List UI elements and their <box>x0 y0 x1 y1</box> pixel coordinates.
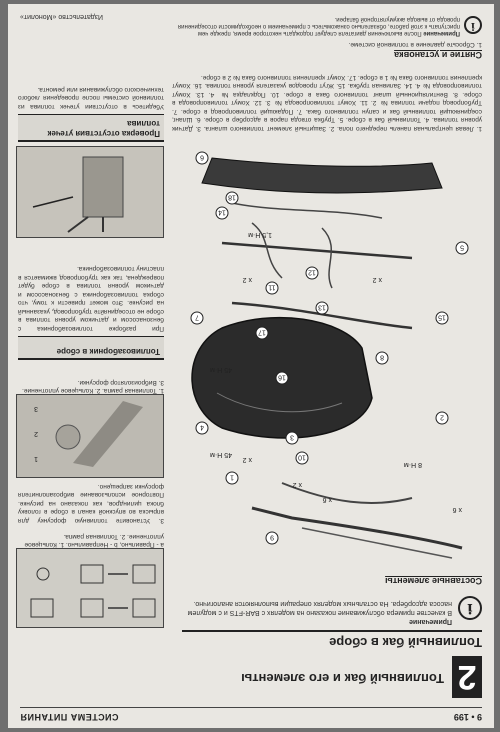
torque-label: 45 Н·м <box>210 451 232 458</box>
note-bottom-label: Примечание <box>423 30 460 36</box>
tank-strap-2 <box>222 243 412 258</box>
chapter-number: 2 <box>452 656 482 698</box>
callout-14 <box>216 207 228 219</box>
heading-fuel-pickup-assembly: Топливозаборник в сборе <box>18 336 164 360</box>
info-icon: i <box>464 16 482 34</box>
callout-16 <box>276 372 288 384</box>
callout-13 <box>316 302 328 314</box>
callout-8 <box>376 352 388 364</box>
callout-6 <box>196 152 208 164</box>
components-heading: Составные элементы <box>385 576 482 586</box>
sidebar-column <box>16 28 164 628</box>
components-legend: 1. Левая центральная панель переднего пола. 2. Защитный элемент топливного шланга. 3. Датчик уровня топлива. 4. Топливный бак в сборе. 5. Трубка отвода паров в адсорбер в сборе. 6. Шланг, соединяющий топливный бак и сапун топливного бака. 7. Подающий топливопровод в сборе. 7. Трубопровод подачи топлива № 2. 11. Хомут топливопровода № 3. 12. Хомут топливопровода в сборе. 8. Вентиляционный шланг топливного бака в сборе. 10. Подкладка № 4. 13. Хомут топливопровода № 4. 14. Заливная трубка. 15. Жгут проводов указателя уровня топлива. 16. Хомут крепления топливного бака № 1 в сборе. 17. Хомут крепления топливного бака № 2 в сборе. <box>172 74 482 132</box>
figure-fuel-pump-photo <box>16 146 164 238</box>
chapter-heading <box>182 652 482 698</box>
subsection-title: Топливный бак в сборе <box>182 630 482 650</box>
svg-text:5: 5 <box>460 243 464 251</box>
fuel-pickup-text: При разборке топливозаборника с бензонасосом и датчиком уровня топлива в сборе не отсоединяйте трубопровод, указанный на рисунке. Это может привести к тому, что сборка топливозаборника с бензонасосом и датчиком уровня топлива в сборе будет повреждена, так как трубопровод вжимается в пластину топливозаборника. <box>18 265 164 332</box>
svg-text:14: 14 <box>218 208 226 216</box>
svg-text:12: 12 <box>308 268 316 276</box>
torque-label: 8 Н·м <box>403 461 422 468</box>
svg-text:18: 18 <box>228 193 236 201</box>
figure-injector-photo <box>16 394 164 478</box>
note-top-text: В качестве примера обслуживание показано на моделях с BAR-FTS и с модулем насоса адсорбера. На остальных моделях операции выполняются аналогично. <box>187 600 452 616</box>
torque-label: 45 Н·м <box>210 366 232 373</box>
svg-text:9: 9 <box>270 533 274 541</box>
running-header <box>20 707 482 722</box>
figure-oring-caption: а - Правильно, b - Неправильно. 1. Кольцевое уплотнение. 2. Топливная рампа. <box>24 533 164 548</box>
callout-10 <box>296 452 308 464</box>
svg-text:17: 17 <box>258 328 266 336</box>
torque-label: x 2 <box>242 456 252 463</box>
note-top-label: Примечание <box>409 618 452 625</box>
torque-label: x 6 <box>452 506 462 513</box>
callout-3 <box>286 432 298 444</box>
callout-4 <box>196 422 208 434</box>
callout-18 <box>226 192 238 204</box>
callout-11 <box>266 282 278 294</box>
callout-12 <box>306 267 318 279</box>
callout-5 <box>456 242 468 254</box>
svg-text:13: 13 <box>318 303 326 311</box>
scanned-book-page <box>8 4 494 728</box>
svg-text:11: 11 <box>268 283 276 291</box>
note-bottom-text: После выключения двигателя следует подождать некоторое время, прежде чем приступать к этой работе, обязательно ознакомьтесь с примечанием о необходимости отсоединения провода от вывода аккумуляторной батареи. <box>177 16 460 36</box>
callout-7 <box>191 312 203 324</box>
svg-text:3: 3 <box>34 405 38 412</box>
torque-label: x 6 <box>322 496 332 503</box>
svg-text:2: 2 <box>440 413 444 421</box>
removal-heading: Снятие и установка <box>394 50 482 60</box>
svg-text:16: 16 <box>278 373 286 381</box>
filler-tube <box>252 508 462 548</box>
callout-17 <box>256 327 268 339</box>
svg-text:4: 4 <box>200 423 204 431</box>
injector-install-step: 3. Установите топливную форсунку для впрыска во впускной канал в сборе в головку блока цилиндров, как показано на рисунке. Повторное использование виброзаполнителя форсунки запрещено. <box>18 483 164 524</box>
torque-label: x 2 <box>372 276 382 283</box>
svg-text:1: 1 <box>230 473 234 481</box>
chapter-title: Топливный бак и его элементы <box>241 671 444 686</box>
callout-1 <box>226 472 238 484</box>
svg-text:7: 7 <box>195 313 199 321</box>
svg-text:8: 8 <box>380 353 384 361</box>
floor-panel <box>202 158 442 193</box>
svg-text:2: 2 <box>34 430 38 437</box>
leak-check-text: Убедитесь в отсутствии утечек топлива из топливной системы после проведения любого технического обслуживания или ремонта. <box>18 86 164 110</box>
svg-text:15: 15 <box>438 313 446 321</box>
publisher-footer: Издательство «Монолит» <box>20 13 104 20</box>
torque-label: 1,5 Н·м <box>248 231 272 238</box>
figure-injector-caption: 1. Топливная рампа. 2. Кольцевое уплотнение. 3. Виброизолятор форсунки. <box>22 379 164 394</box>
callout-9 <box>266 532 278 544</box>
svg-text:6: 6 <box>200 153 204 161</box>
heading-leak-check: Проверка отсутствия утечек топлива <box>18 114 164 142</box>
callout-2 <box>436 412 448 424</box>
section-title: СИСТЕМА ПИТАНИЯ <box>20 712 119 722</box>
page-number: 9 • 199 <box>453 712 482 722</box>
svg-text:1: 1 <box>34 455 38 462</box>
fuel-tank-exploded-diagram <box>172 138 482 578</box>
info-icon: i <box>458 596 482 620</box>
svg-text:10: 10 <box>298 453 306 461</box>
svg-text:3: 3 <box>290 433 294 441</box>
callout-15 <box>436 312 448 324</box>
note-top <box>182 586 482 626</box>
torque-label: x 2 <box>292 481 302 488</box>
torque-label: x 2 <box>242 276 252 283</box>
figure-oring-correct-incorrect <box>16 548 164 628</box>
removal-step-1: 1. Сбросьте давление в топливной системе. <box>348 41 482 48</box>
